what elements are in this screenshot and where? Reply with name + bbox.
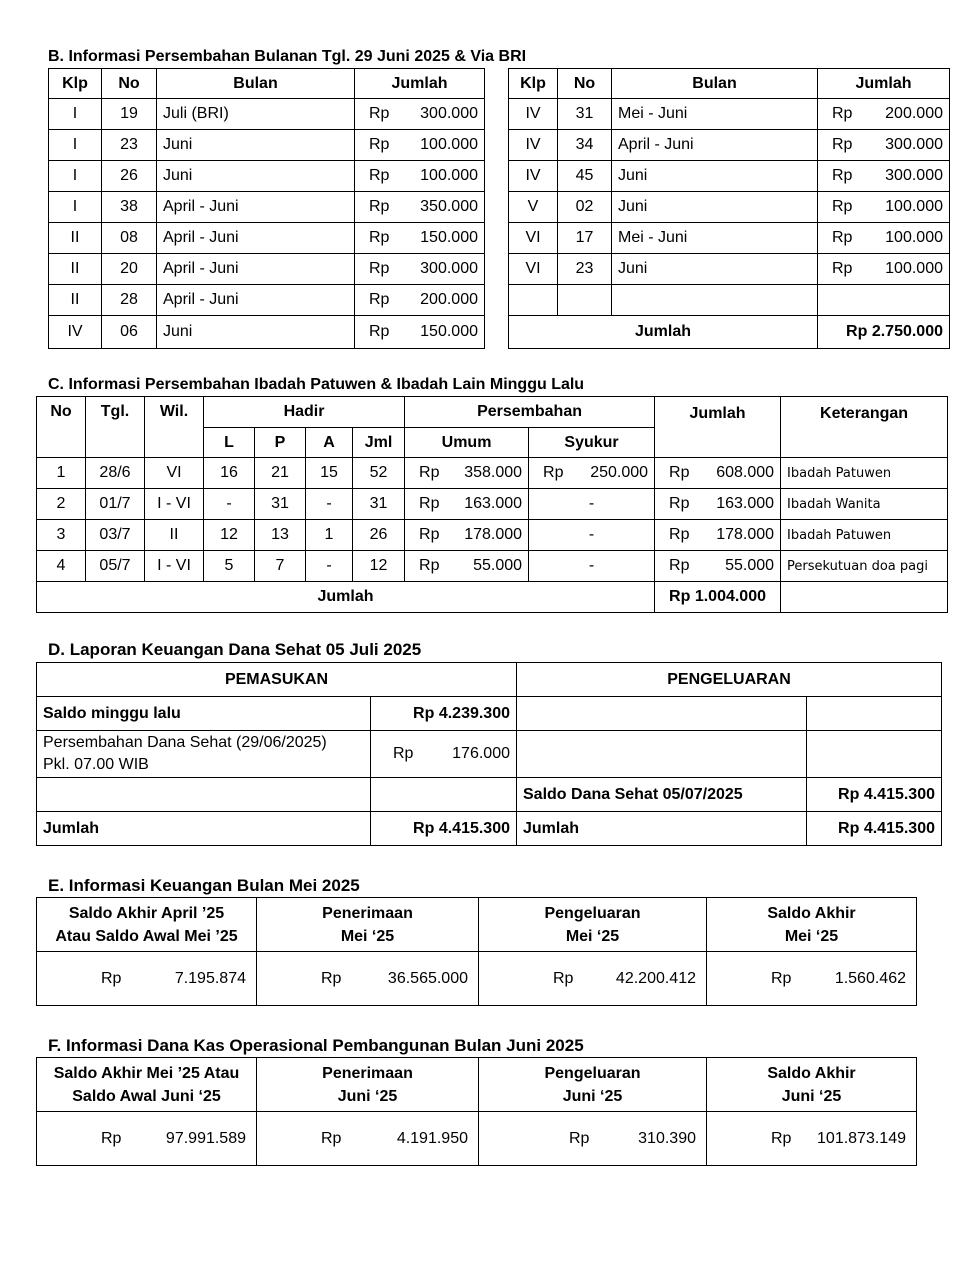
- bulan-cell: Juni: [157, 316, 355, 349]
- jumlah-value: 150.000: [420, 229, 478, 246]
- wil-cell: I - VI: [145, 551, 204, 582]
- jumlah-out-value: Rp 4.415.300: [807, 812, 942, 846]
- header-jumlah: Jumlah: [655, 397, 781, 458]
- amount-value: 101.873.149: [817, 1129, 906, 1147]
- table-row: [509, 254, 950, 285]
- header-klp: Klp: [509, 69, 558, 99]
- klp-cell: IV: [509, 161, 558, 192]
- amount-value: 310.390: [638, 1129, 696, 1147]
- no-cell: 1: [37, 458, 86, 489]
- syukur-cell: [529, 458, 655, 489]
- l-cell: 12: [204, 520, 255, 551]
- l-cell: -: [204, 489, 255, 520]
- total-value: Rp 1.004.000: [655, 582, 781, 613]
- jumlah-cell: [355, 161, 485, 192]
- umum-cell: [405, 458, 529, 489]
- klp-cell: [509, 285, 558, 316]
- jml-cell: 52: [353, 458, 405, 489]
- jml-cell: 12: [353, 551, 405, 582]
- value-cell: [707, 1112, 917, 1166]
- section-d-table: [36, 662, 942, 846]
- rp-label: Rp: [369, 260, 390, 277]
- amount-value: 7.195.874: [174, 969, 246, 987]
- section-c-table: [36, 396, 948, 613]
- rp-label: Rp: [832, 167, 853, 184]
- header-hadir: Hadir: [204, 397, 405, 428]
- bulan-cell: Juni: [612, 161, 818, 192]
- header-p: P: [255, 428, 306, 458]
- umum-cell: [405, 489, 529, 520]
- rp-label: Rp: [553, 969, 574, 987]
- column-header: [707, 898, 917, 952]
- rp-label: Rp: [832, 105, 853, 122]
- header-line: Pengeluaran: [544, 1064, 641, 1082]
- tgl-cell: 05/7: [86, 551, 145, 582]
- jumlah-out-label: Jumlah: [517, 812, 807, 846]
- header-persembahan: Persembahan: [405, 397, 655, 428]
- keterangan-cell: Ibadah Wanita: [781, 489, 948, 520]
- table-row: [49, 223, 485, 254]
- header-no: No: [558, 69, 612, 99]
- header-syukur: Syukur: [529, 428, 655, 458]
- p-cell: 21: [255, 458, 306, 489]
- no-cell: 26: [102, 161, 157, 192]
- rp-label: Rp: [669, 557, 690, 574]
- jumlah-cell: [655, 458, 781, 489]
- wil-cell: I - VI: [145, 489, 204, 520]
- rp-label: Rp: [419, 557, 440, 574]
- header-line: Juni ‘25: [562, 1087, 623, 1105]
- table-row: [49, 99, 485, 130]
- rp-label: Rp: [369, 105, 390, 122]
- bulan-cell: Juli (BRI): [157, 99, 355, 130]
- bulan-cell: Juni: [157, 161, 355, 192]
- table-row: [509, 130, 950, 161]
- header-pemasukan: PEMASUKAN: [37, 663, 517, 697]
- jumlah-value: 608.000: [716, 464, 775, 481]
- jumlah-cell: [355, 99, 485, 130]
- l-cell: 16: [204, 458, 255, 489]
- section-e-title: E. Informasi Keuangan Bulan Mei 2025: [48, 876, 360, 895]
- header-l: L: [204, 428, 255, 458]
- amount-value: 1.560.462: [834, 969, 906, 987]
- header-line: Saldo Akhir: [767, 904, 856, 922]
- jumlah-cell: [655, 489, 781, 520]
- rp-label: Rp: [369, 136, 390, 153]
- umum-value: 178.000: [464, 526, 523, 543]
- rp-label: Rp: [369, 198, 390, 215]
- a-cell: 15: [306, 458, 353, 489]
- header-jumlah: Jumlah: [355, 69, 485, 99]
- rp-label: Rp: [832, 260, 853, 277]
- no-cell: [558, 285, 612, 316]
- persembahan-label-line2: Pkl. 07.00 WIB: [43, 756, 149, 773]
- bulan-cell: April - Juni: [157, 192, 355, 223]
- empty-cell: [371, 778, 517, 812]
- value-cell: [257, 1112, 479, 1166]
- rp-label: Rp: [771, 1129, 792, 1147]
- header-wil: Wil.: [145, 397, 204, 458]
- value-cell: [257, 952, 479, 1006]
- p-cell: 7: [255, 551, 306, 582]
- table-row: [37, 520, 948, 551]
- jumlah-value: 200.000: [885, 105, 943, 122]
- jumlah-value: 300.000: [420, 105, 478, 122]
- header-line: Saldo Awal Juni ‘25: [72, 1087, 221, 1105]
- a-cell: -: [306, 489, 353, 520]
- saldo-label: Saldo minggu lalu: [37, 697, 371, 731]
- wil-cell: II: [145, 520, 204, 551]
- rp-label: Rp: [393, 745, 414, 762]
- section-b-left-table: [48, 68, 485, 349]
- section-e-table: [36, 897, 917, 1006]
- p-cell: 31: [255, 489, 306, 520]
- bulan-cell: April - Juni: [612, 130, 818, 161]
- rp-label: Rp: [321, 969, 342, 987]
- header-no: No: [37, 397, 86, 458]
- jumlah-value: 200.000: [420, 291, 478, 308]
- a-cell: 1: [306, 520, 353, 551]
- total-label: Jumlah: [37, 582, 655, 613]
- jumlah-value: 100.000: [885, 229, 943, 246]
- bulan-cell: Juni: [612, 254, 818, 285]
- no-cell: 3: [37, 520, 86, 551]
- no-cell: 17: [558, 223, 612, 254]
- rp-label: Rp: [419, 495, 440, 512]
- jumlah-value: 100.000: [420, 167, 478, 184]
- column-header: [479, 1058, 707, 1112]
- total-empty-cell: [781, 582, 948, 613]
- table-row: [37, 489, 948, 520]
- jumlah-value: 100.000: [885, 260, 943, 277]
- bulan-cell: April - Juni: [157, 254, 355, 285]
- persembahan-label-line1: Persembahan Dana Sehat (29/06/2025): [43, 734, 327, 751]
- umum-value: 55.000: [473, 557, 523, 574]
- no-cell: 2: [37, 489, 86, 520]
- klp-cell: VI: [509, 223, 558, 254]
- empty-cell: [37, 778, 371, 812]
- rp-label: Rp: [669, 526, 690, 543]
- column-header: [257, 898, 479, 952]
- no-cell: 28: [102, 285, 157, 316]
- bulan-cell: Juni: [157, 130, 355, 161]
- tgl-cell: 01/7: [86, 489, 145, 520]
- rp-label: Rp: [669, 464, 690, 481]
- section-b-title: B. Informasi Persembahan Bulanan Tgl. 29 Juni 2025 & Via BRI: [48, 48, 527, 65]
- column-header: [707, 1058, 917, 1112]
- table-row: [49, 161, 485, 192]
- klp-cell: IV: [509, 99, 558, 130]
- empty-cell: [807, 697, 942, 731]
- no-cell: 20: [102, 254, 157, 285]
- jumlah-value: 100.000: [885, 198, 943, 215]
- jumlah-cell: [818, 223, 950, 254]
- table-row: [49, 130, 485, 161]
- header-line: Mei ‘25: [340, 927, 395, 945]
- klp-cell: I: [49, 192, 102, 223]
- no-cell: 34: [558, 130, 612, 161]
- no-cell: 31: [558, 99, 612, 130]
- header-bulan: Bulan: [157, 69, 355, 99]
- klp-cell: IV: [49, 316, 102, 349]
- amount-value: 4.191.950: [396, 1129, 468, 1147]
- total-value: Rp 2.750.000: [818, 316, 950, 349]
- rp-label: Rp: [832, 229, 853, 246]
- persembahan-label: [37, 731, 371, 778]
- header-a: A: [306, 428, 353, 458]
- umum-cell: [405, 520, 529, 551]
- jumlah-cell: [818, 192, 950, 223]
- jumlah-in-value: Rp 4.415.300: [371, 812, 517, 846]
- rp-label: Rp: [369, 167, 390, 184]
- table-row: [509, 192, 950, 223]
- header-klp: Klp: [49, 69, 102, 99]
- value-cell: [37, 952, 257, 1006]
- syukur-value: 250.000: [590, 464, 649, 481]
- header-line: Saldo Akhir Mei ’25 Atau: [53, 1064, 240, 1082]
- empty-cell: [517, 731, 807, 778]
- rp-label: Rp: [419, 526, 440, 543]
- jumlah-value: 163.000: [716, 495, 775, 512]
- header-jumlah: Jumlah: [818, 69, 950, 99]
- no-cell: 38: [102, 192, 157, 223]
- saldo-out-value: Rp 4.415.300: [807, 778, 942, 812]
- empty-cell: [807, 731, 942, 778]
- umum-value: 163.000: [464, 495, 523, 512]
- rp-label: Rp: [369, 291, 390, 308]
- header-keterangan: Keterangan: [781, 397, 948, 458]
- jumlah-cell: [818, 254, 950, 285]
- jumlah-value: 55.000: [725, 557, 775, 574]
- rp-label: Rp: [771, 969, 792, 987]
- table-row: [509, 285, 950, 316]
- jumlah-value: 350.000: [420, 198, 478, 215]
- syukur-cell: -: [529, 551, 655, 582]
- tgl-cell: 03/7: [86, 520, 145, 551]
- header-jml: Jml: [353, 428, 405, 458]
- syukur-cell: -: [529, 520, 655, 551]
- jumlah-cell: [655, 551, 781, 582]
- a-cell: -: [306, 551, 353, 582]
- persembahan-amount: [371, 731, 517, 778]
- keterangan-cell: Ibadah Patuwen: [781, 458, 948, 489]
- no-cell: 4: [37, 551, 86, 582]
- saldo-out-label: Saldo Dana Sehat 05/07/2025: [517, 778, 807, 812]
- syukur-cell: -: [529, 489, 655, 520]
- rp-label: Rp: [669, 495, 690, 512]
- header-line: Saldo Akhir April ’25: [68, 904, 225, 922]
- l-cell: 5: [204, 551, 255, 582]
- klp-cell: I: [49, 99, 102, 130]
- table-row: [509, 99, 950, 130]
- bulan-cell: Juni: [612, 192, 818, 223]
- rp-label: Rp: [369, 229, 390, 246]
- value-cell: [37, 1112, 257, 1166]
- jumlah-value: 150.000: [420, 323, 478, 340]
- section-c-title: C. Informasi Persembahan Ibadah Patuwen & Ibadah Lain Minggu Lalu: [48, 376, 585, 393]
- header-no: No: [102, 69, 157, 99]
- bulan-cell: April - Juni: [157, 285, 355, 316]
- total-label: Jumlah: [509, 316, 818, 349]
- column-header: [37, 898, 257, 952]
- jml-cell: 26: [353, 520, 405, 551]
- header-line: Pengeluaran: [544, 904, 641, 922]
- jumlah-cell: [355, 130, 485, 161]
- header-line: Penerimaan: [322, 904, 413, 922]
- column-header: [479, 898, 707, 952]
- rp-label: Rp: [101, 969, 122, 987]
- header-line: Juni ‘25: [337, 1087, 398, 1105]
- section-f-title: F. Informasi Dana Kas Operasional Pembangunan Bulan Juni 2025: [48, 1036, 584, 1055]
- klp-cell: I: [49, 161, 102, 192]
- rp-label: Rp: [101, 1129, 122, 1147]
- jumlah-value: 100.000: [420, 136, 478, 153]
- amount-value: 36.565.000: [387, 969, 468, 987]
- klp-cell: VI: [509, 254, 558, 285]
- header-line: Atau Saldo Awal Mei ’25: [55, 927, 238, 945]
- header-pengeluaran: PENGELUARAN: [517, 663, 942, 697]
- value-cell: [479, 1112, 707, 1166]
- rp-label: Rp: [569, 1129, 590, 1147]
- table-row: [509, 223, 950, 254]
- p-cell: 13: [255, 520, 306, 551]
- table-row: [49, 285, 485, 316]
- no-cell: 08: [102, 223, 157, 254]
- header-bulan: Bulan: [612, 69, 818, 99]
- jumlah-value: 300.000: [420, 260, 478, 277]
- keterangan-cell: Ibadah Patuwen: [781, 520, 948, 551]
- column-header: [37, 1058, 257, 1112]
- empty-cell: [517, 697, 807, 731]
- header-line: Mei ‘25: [784, 927, 839, 945]
- table-row: [37, 458, 948, 489]
- klp-cell: II: [49, 254, 102, 285]
- jumlah-cell: [818, 99, 950, 130]
- bulan-cell: [612, 285, 818, 316]
- header-line: Juni ‘25: [781, 1087, 842, 1105]
- klp-cell: II: [49, 285, 102, 316]
- amount-value: 97.991.589: [165, 1129, 246, 1147]
- klp-cell: II: [49, 223, 102, 254]
- jumlah-cell: [355, 223, 485, 254]
- klp-cell: V: [509, 192, 558, 223]
- rp-label: Rp: [369, 323, 390, 340]
- value-cell: [479, 952, 707, 1006]
- jml-cell: 31: [353, 489, 405, 520]
- jumlah-cell: [355, 285, 485, 316]
- bulan-cell: Mei - Juni: [612, 99, 818, 130]
- jumlah-cell: [355, 192, 485, 223]
- umum-value: 358.000: [464, 464, 523, 481]
- bulan-cell: Mei - Juni: [612, 223, 818, 254]
- jumlah-value: 300.000: [885, 167, 943, 184]
- no-cell: 06: [102, 316, 157, 349]
- rp-label: Rp: [543, 464, 564, 481]
- keterangan-cell: Persekutuan doa pagi: [781, 551, 948, 582]
- no-cell: 45: [558, 161, 612, 192]
- value-cell: [707, 952, 917, 1006]
- jumlah-cell: [355, 254, 485, 285]
- bulan-cell: April - Juni: [157, 223, 355, 254]
- jumlah-value: 178.000: [716, 526, 775, 543]
- klp-cell: IV: [509, 130, 558, 161]
- persembahan-value: 176.000: [452, 745, 510, 762]
- header-line: Mei ‘25: [565, 927, 620, 945]
- wil-cell: VI: [145, 458, 204, 489]
- rp-label: Rp: [321, 1129, 342, 1147]
- no-cell: 02: [558, 192, 612, 223]
- no-cell: 23: [558, 254, 612, 285]
- column-header: [257, 1058, 479, 1112]
- jumlah-value: 300.000: [885, 136, 943, 153]
- jumlah-cell: [355, 316, 485, 349]
- jumlah-cell: [818, 130, 950, 161]
- rp-label: Rp: [832, 198, 853, 215]
- section-d-title: D. Laporan Keuangan Dana Sehat 05 Juli 2025: [48, 640, 422, 659]
- table-row: [509, 161, 950, 192]
- umum-cell: [405, 551, 529, 582]
- section-b-right-table: [508, 68, 950, 349]
- header-line: Penerimaan: [322, 1064, 413, 1082]
- tgl-cell: 28/6: [86, 458, 145, 489]
- jumlah-cell: [655, 520, 781, 551]
- amount-value: 42.200.412: [615, 969, 696, 987]
- jumlah-cell: [818, 285, 950, 316]
- jumlah-in-label: Jumlah: [37, 812, 371, 846]
- table-row: [49, 254, 485, 285]
- no-cell: 19: [102, 99, 157, 130]
- table-row: [37, 551, 948, 582]
- header-tgl: Tgl.: [86, 397, 145, 458]
- section-f-table: [36, 1057, 917, 1166]
- no-cell: 23: [102, 130, 157, 161]
- table-row: [49, 192, 485, 223]
- table-row: [49, 316, 485, 349]
- jumlah-cell: [818, 161, 950, 192]
- klp-cell: I: [49, 130, 102, 161]
- saldo-value: Rp 4.239.300: [371, 697, 517, 731]
- rp-label: Rp: [832, 136, 853, 153]
- header-line: Saldo Akhir: [767, 1064, 856, 1082]
- header-umum: Umum: [405, 428, 529, 458]
- rp-label: Rp: [419, 464, 440, 481]
